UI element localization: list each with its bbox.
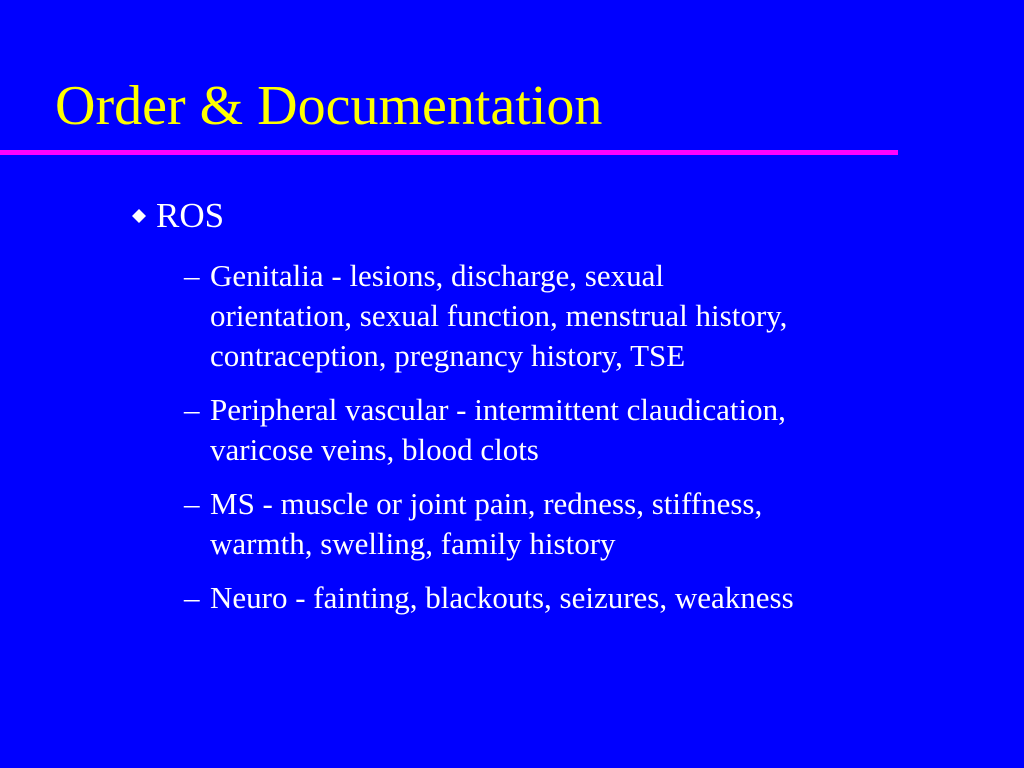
dash-marker: – <box>184 258 200 293</box>
dash-marker: – <box>184 580 200 615</box>
title-underline <box>0 150 898 155</box>
sub-bullet-line: Genitalia - lesions, discharge, sexual <box>210 258 664 293</box>
sub-bullet-line: Peripheral vascular - intermittent claudication, <box>210 392 786 427</box>
sub-bullet-line: orientation, sexual function, menstrual history, <box>210 298 788 333</box>
dash-marker: – <box>184 392 200 427</box>
sub-bullet-line: contraception, pregnancy history, TSE <box>210 338 686 373</box>
bullet-ros <box>132 198 224 233</box>
slide-title: Order & Documentation <box>55 75 603 137</box>
bullet-label: ROS <box>156 196 225 235</box>
sub-bullet-neuro <box>184 578 984 618</box>
dash-marker: – <box>184 486 200 521</box>
sub-bullet-line: varicose veins, blood clots <box>210 432 539 467</box>
sub-bullet-line: Neuro - fainting, blackouts, seizures, weakness <box>210 580 794 615</box>
sub-bullet-ms <box>184 484 984 564</box>
sub-bullet-line: MS - muscle or joint pain, redness, stiffness, <box>210 486 763 521</box>
diamond-bullet-icon <box>132 209 146 223</box>
sub-bullet-line: warmth, swelling, family history <box>210 526 616 561</box>
sub-bullet-peripheral-vascular <box>184 390 984 470</box>
sub-bullet-genitalia <box>184 256 984 376</box>
sub-bullet-list <box>184 256 984 632</box>
